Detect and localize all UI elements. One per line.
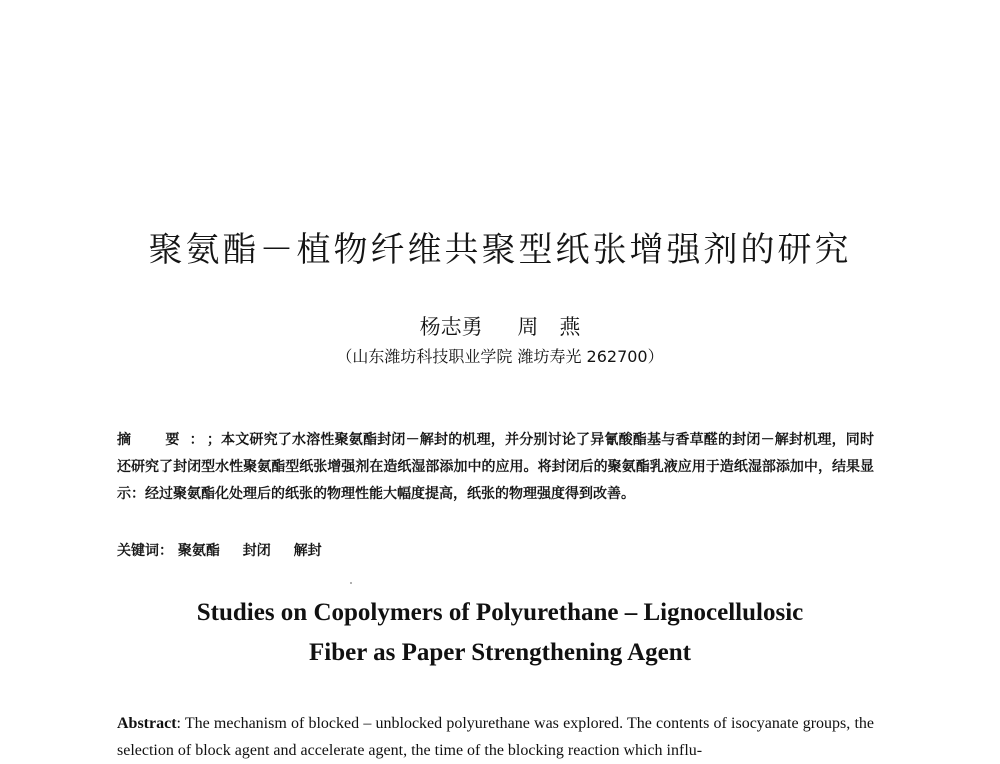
- title-english-line: Fiber as Paper Strengthening Agent: [309, 639, 691, 666]
- author-list: [0, 311, 1000, 341]
- abstract-chinese-text: ；本文研究了水溶性聚氨酯封闭－解封的机理，并分别讨论了异氰酸酯基与香草醛的封闭－解封机理，同时还研究了封闭型水性聚氨酯型纸张增强剂在造纸湿部添加中的应用。将封闭后的聚氨酯乳液应用于造纸湿部添加中，结果显示：经过聚氨酯化处理后的纸张的物理性能大幅度提高，纸张的物理强度得到改善。: [117, 432, 875, 502]
- keywords-label: 关键词：: [117, 543, 173, 559]
- author-name: 杨志勇: [419, 315, 483, 339]
- keyword: 解封: [293, 543, 322, 559]
- abstract-english-text: : The mechanism of blocked – unblocked polyurethane was explored. The contents of isocyanate groups, the selection of block agent and accelerate agent, the time of the blocking reaction which influ-: [117, 715, 874, 759]
- scan-speck: [350, 582, 352, 584]
- keywords-line: [117, 540, 874, 560]
- keyword: 聚氨酯: [177, 543, 220, 559]
- paper-title-english: [0, 593, 1000, 673]
- abstract-english: [117, 710, 874, 764]
- author-name: 周 燕: [517, 315, 581, 339]
- title-english-line: Studies on Copolymers of Polyurethane – Lignocellulosic: [196, 599, 804, 626]
- abstract-english-label: Abstract: [117, 715, 177, 732]
- abstract-chinese-label: 摘 要：: [117, 432, 207, 448]
- author-affiliation: （山东潍坊科技职业学院 潍坊寿光 262700）: [336, 347, 664, 366]
- keyword: 封闭: [242, 543, 271, 559]
- paper-title-chinese: 聚氨酯－植物纤维共聚型纸张增强剂的研究: [148, 230, 852, 270]
- abstract-chinese: [117, 427, 874, 508]
